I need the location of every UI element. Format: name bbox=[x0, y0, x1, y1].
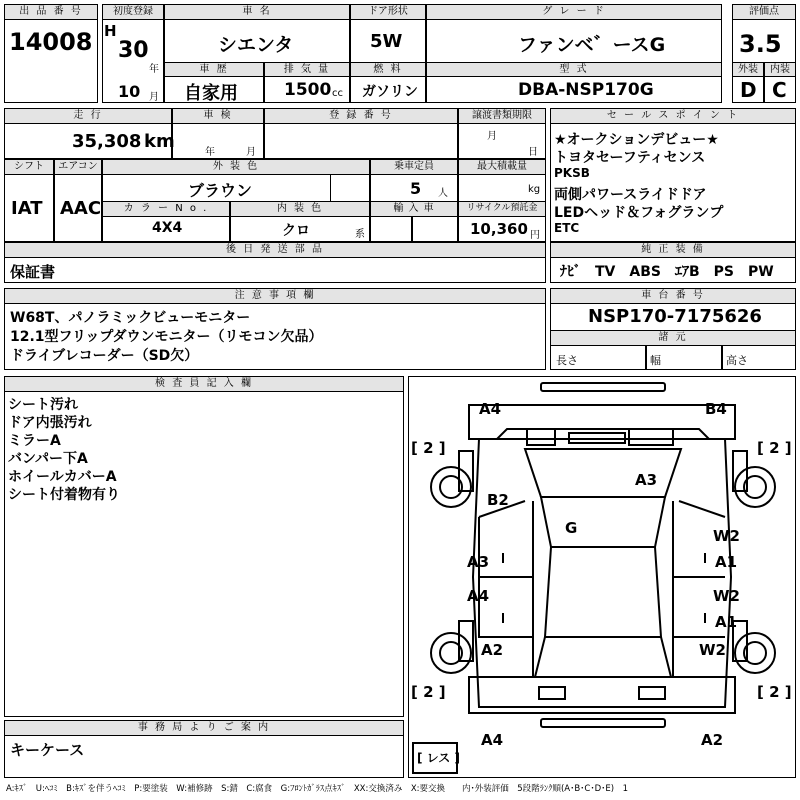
displacement-label: 排 気 量 bbox=[264, 62, 350, 77]
recycle-unit: 円 bbox=[530, 230, 540, 241]
equipment: ﾅﾋﾞ TV ABS ｴｱB PS PW bbox=[560, 264, 774, 280]
sales-point: ETC bbox=[554, 221, 580, 235]
car-outline bbox=[409, 377, 797, 779]
mileage: 35,308 bbox=[72, 131, 142, 152]
note-line: W68T、パノラミックビューモニター bbox=[10, 310, 251, 326]
exterior-grade-label: 外装 bbox=[732, 62, 764, 77]
interior-grade: C bbox=[772, 78, 787, 102]
exterior-color-label: 外 装 色 bbox=[102, 159, 370, 175]
grade: ファンベ゛ースG bbox=[518, 34, 666, 56]
month-unit: 月 bbox=[149, 92, 159, 103]
inspector-note: ミラーA bbox=[8, 433, 61, 449]
damage-mark-w2-right-quarter: W2 bbox=[699, 641, 726, 659]
specs-label: 諸 元 bbox=[550, 330, 796, 346]
damage-mark-w2-right-rear: W2 bbox=[713, 587, 740, 605]
registration-year: 30 bbox=[118, 38, 149, 63]
import-cell-a bbox=[370, 216, 412, 242]
note-line: 12.1型フリップダウンモニター（リモコン欠品） bbox=[10, 329, 323, 345]
interior-grade-label: 内装 bbox=[764, 62, 796, 77]
first-registration-label: 初度登録 bbox=[102, 4, 164, 20]
damage-mark-a3-left-door: A3 bbox=[467, 553, 490, 571]
damage-mark-a4-rear-left: A4 bbox=[481, 731, 504, 749]
tire-mark-rear-left: [ 2 ] bbox=[411, 683, 446, 701]
inspector-note: ホイールカバーA bbox=[8, 469, 117, 485]
import-label: 輸 入 車 bbox=[370, 201, 458, 217]
later-parts-label: 後 日 発 送 部 品 bbox=[4, 242, 546, 258]
inspector-note: シート付着物有り bbox=[8, 487, 120, 503]
max-load-unit: kg bbox=[528, 184, 541, 195]
chassis-number-label: 車 台 番 号 bbox=[550, 288, 796, 304]
chassis-number: NSP170-7175626 bbox=[588, 306, 762, 327]
damage-mark-g-windshield: G bbox=[565, 519, 578, 537]
fuel-label: 燃 料 bbox=[350, 62, 426, 77]
damage-mark-b2-left: B2 bbox=[487, 491, 509, 509]
inspection-year-unit: 年 bbox=[205, 147, 215, 158]
registration-number-cell bbox=[264, 123, 458, 159]
registration-number-label: 登 録 番 号 bbox=[264, 108, 458, 124]
color-number-label: カ ラ ー N o . bbox=[102, 201, 230, 217]
inspection-month-unit: 月 bbox=[246, 147, 256, 158]
era: H bbox=[104, 22, 117, 40]
sales-point: ★オークションデビュー★ bbox=[554, 132, 719, 148]
tire-mark-front-left: [ 2 ] bbox=[411, 439, 446, 457]
damage-mark-w2-right-front: W2 bbox=[713, 527, 740, 545]
office-notice-label: 事 務 局 よ り ご 案 内 bbox=[4, 720, 404, 736]
damage-mark-a1-right-front: A1 bbox=[715, 553, 738, 571]
sales-point: LEDヘッド＆フォグランプ bbox=[554, 205, 724, 221]
spare-tire-mark: [ レス ] bbox=[417, 751, 460, 765]
damage-mark-b4-front-right: B4 bbox=[705, 400, 727, 418]
year-unit: 年 bbox=[149, 64, 159, 75]
interior-color-label: 内 装 色 bbox=[230, 201, 370, 217]
door-type-label: ドア形状 bbox=[350, 4, 426, 20]
capacity-label: 乗車定員 bbox=[370, 159, 458, 175]
interior-color-unit: 系 bbox=[355, 229, 365, 240]
damage-mark-a2-left-quarter: A2 bbox=[481, 641, 504, 659]
later-parts-item: 保証書 bbox=[10, 263, 56, 281]
recycle-label: リサイクル預託金 bbox=[458, 201, 546, 217]
later-parts-cell bbox=[4, 257, 546, 283]
damage-mark-a1-right-rear: A1 bbox=[715, 613, 738, 631]
capacity-unit: 人 bbox=[438, 188, 448, 199]
fuel: ガソリン bbox=[362, 84, 418, 100]
height-label: 高さ bbox=[726, 354, 748, 367]
shift-label: シフト bbox=[4, 159, 54, 175]
car-name: シエンタ bbox=[218, 34, 294, 56]
inspector-note: ドア内張汚れ bbox=[8, 415, 92, 431]
tire-mark-front-right: [ 2 ] bbox=[757, 439, 792, 457]
width-label: 幅 bbox=[650, 354, 661, 367]
damage-mark-a2-rear-right: A2 bbox=[701, 731, 724, 749]
damage-mark-a4-front-left: A4 bbox=[479, 400, 502, 418]
damage-mark-a4-left-rear-door: A4 bbox=[467, 587, 490, 605]
transfer-day-unit: 日 bbox=[528, 147, 538, 158]
length-label: 長さ bbox=[556, 354, 578, 367]
score: 3.5 bbox=[739, 30, 782, 58]
sales-point: トヨタセーフティセンス bbox=[554, 150, 706, 166]
history-label: 車 歴 bbox=[164, 62, 264, 77]
lot-number: 14008 bbox=[9, 28, 93, 56]
score-label: 評価点 bbox=[732, 4, 796, 20]
capacity: 5 bbox=[410, 179, 422, 198]
inspector-note: シート汚れ bbox=[8, 397, 78, 413]
exterior-color-subcell bbox=[330, 174, 370, 202]
shift: IAT bbox=[11, 198, 43, 219]
exterior-grade: D bbox=[740, 78, 757, 102]
recycle-fee: 10,360 bbox=[470, 220, 528, 238]
tire-mark-rear-right: [ 2 ] bbox=[757, 683, 792, 701]
inspector-note: バンパー下A bbox=[8, 451, 88, 467]
equipment-label: 純 正 装 備 bbox=[550, 242, 796, 258]
grade-label: グ レ ー ド bbox=[426, 4, 722, 20]
mileage-unit: km bbox=[144, 131, 175, 152]
aircon-label: エアコン bbox=[54, 159, 102, 175]
damage-mark-a3-hood: A3 bbox=[635, 471, 658, 489]
lot-number-label: 出 品 番 号 bbox=[4, 4, 98, 20]
aircon: AAC bbox=[60, 198, 102, 219]
displacement-unit: cc bbox=[332, 88, 343, 99]
sales-point: 両側パワースライドドア bbox=[554, 187, 707, 203]
door-type: 5W bbox=[370, 31, 403, 52]
car-damage-diagram bbox=[408, 376, 796, 778]
sales-point: PKSB bbox=[554, 166, 590, 180]
color-number: 4X4 bbox=[152, 220, 183, 236]
transfer-month-unit: 月 bbox=[487, 131, 497, 142]
import-cell-b bbox=[412, 216, 458, 242]
registration-month: 10 bbox=[118, 82, 141, 101]
interior-color: クロ bbox=[282, 223, 310, 239]
inspector-notes-label: 検 査 員 記 入 欄 bbox=[4, 376, 404, 392]
history: 自家用 bbox=[184, 83, 238, 104]
legend: A:ｷｽﾞ U:ﾍｺﾐ B:ｷｽﾞを伴うﾍｺﾐ P:要塗装 W:補修跡 S:錆 C:腐食 G:ﾌﾛﾝﾄｶﾞﾗｽ点ｷｽﾞ XX:交換済み X:要交換 内･外装評価 5段階ﾗﾝｸ順(A･B･C･D･E) 1 bbox=[6, 784, 628, 794]
inspection-label: 車 検 bbox=[172, 108, 264, 124]
inspector-notes-cell bbox=[4, 391, 404, 717]
max-load-label: 最大積載量 bbox=[458, 159, 546, 175]
sales-points-label: セ ー ル ス ポ イ ン ト bbox=[550, 108, 796, 124]
transfer-deadline-label: 譲渡書類期限 bbox=[458, 108, 546, 124]
model-label: 型 式 bbox=[426, 62, 722, 77]
note-line: ドライブレコーダー（SD欠） bbox=[10, 348, 199, 364]
office-notice: キーケース bbox=[10, 741, 85, 759]
car-name-label: 車 名 bbox=[164, 4, 350, 20]
model-code: DBA-NSP170G bbox=[518, 80, 654, 100]
mileage-label: 走 行 bbox=[4, 108, 172, 124]
notes-label: 注 意 事 項 欄 bbox=[4, 288, 546, 304]
displacement: 1500 bbox=[284, 80, 332, 100]
exterior-color: ブラウン bbox=[188, 181, 253, 200]
